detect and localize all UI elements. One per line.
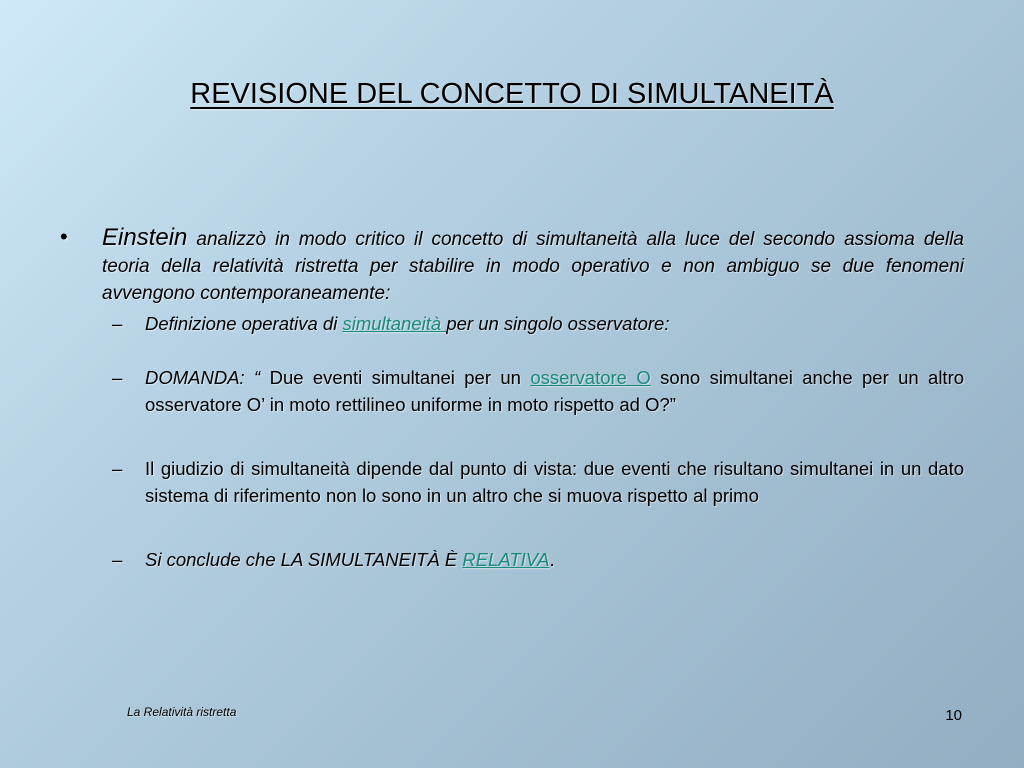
sub-item-giudizio [112,455,964,509]
sub-item-text [145,364,964,418]
bullet-lead: Einstein [102,224,188,251]
sub-item-domanda [112,364,964,418]
domanda-label: DOMANDA: “ [145,367,270,388]
simultaneita-link[interactable]: simultaneità [342,313,447,334]
sub-marker: – [112,458,123,479]
bullet-text [102,224,964,307]
bullet-einstein [60,224,964,307]
bullet-marker: • [60,224,68,249]
sub2-text-before: Due eventi simultanei per un [269,367,531,388]
sub-item-definizione [112,310,964,337]
sub-marker: – [112,313,123,334]
osservatore-o-link[interactable]: osservatore O [530,367,651,388]
sub-item-text: Il giudizio di simultaneità dipende dal punto di vista: due eventi che risultano simultanei in un dato sistema di riferimento non lo sono in un altro che si muova rispetto al primo [145,458,964,506]
sub4-prefix: Si conclude che LA SIMULTANEITÀ È [145,549,463,570]
sub4-suffix: . [549,549,555,570]
sub-marker: – [112,367,123,388]
slide-content [60,224,964,573]
sub1-suffix: per un singolo osservatore: [446,313,670,334]
sub-marker: – [112,549,123,570]
sub1-prefix: Definizione operativa di [145,313,343,334]
slide-title: REVISIONE DEL CONCETTO DI SIMULTANEITÀ [190,78,834,110]
sub-item-text [145,546,964,573]
sub2-text-after: sono simultanei anche per un altro osservatore O’ in moto rettilineo uniforme in moto rispetto ad O?” [145,367,965,415]
relativa-link[interactable]: RELATIVA [462,549,550,570]
sub-item-text [145,310,964,337]
sub-item-conclusione [112,546,964,573]
page-number: 10 [945,707,962,724]
bullet-body: analizzò in modo critico il concetto di simultaneità alla luce del secondo assioma della teoria della relatività ristretta per stabilire in modo operativo e non ambiguo se due fenomeni avvengono contemporaneamente: [102,229,964,304]
footer-title: La Relatività ristretta [127,705,237,719]
